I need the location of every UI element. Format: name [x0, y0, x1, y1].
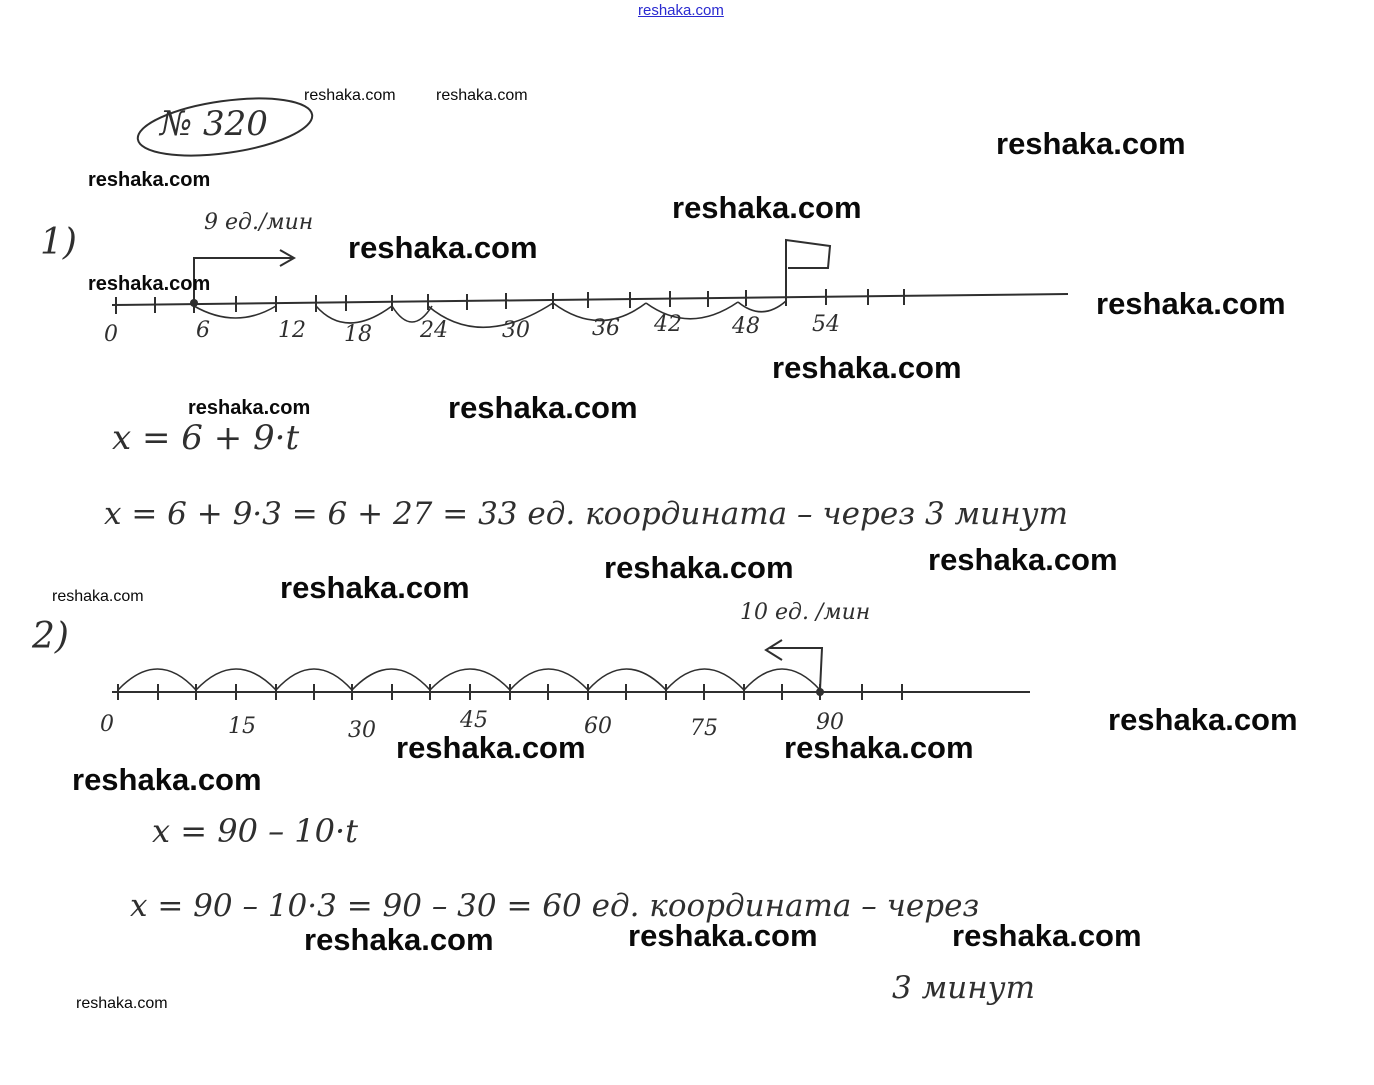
watermark: reshaka.com: [304, 87, 396, 104]
tick-label: 0: [104, 322, 118, 347]
watermark: reshaka.com: [448, 390, 638, 425]
tick-label: 18: [344, 322, 372, 347]
number-line-1: [112, 294, 1068, 305]
tick-label: 36: [592, 316, 620, 341]
problem-number: № 320: [160, 104, 268, 144]
watermark: reshaka.com: [928, 542, 1118, 577]
watermark: reshaka.com: [188, 397, 311, 419]
watermark: reshaka.com: [72, 762, 262, 797]
part2-speed: 10 ед. /мин: [740, 600, 871, 625]
watermark: reshaka.com: [76, 995, 168, 1012]
start-point-1: [190, 299, 198, 307]
watermark: reshaka.com: [996, 126, 1186, 161]
watermark: reshaka.com: [772, 350, 962, 385]
site-link[interactable]: reshaka.com: [638, 2, 724, 19]
watermark: reshaka.com: [88, 273, 211, 295]
tick-label: 54: [812, 312, 840, 337]
tick-label: 48: [732, 314, 760, 339]
watermark: reshaka.com: [52, 588, 144, 605]
tick-label: 6: [196, 318, 210, 343]
part2-solution-tail: 3 минут: [892, 970, 1036, 1006]
tick-label: 60: [584, 714, 612, 739]
watermark: reshaka.com: [280, 570, 470, 605]
watermark: reshaka.com: [304, 922, 494, 957]
tick-label: 12: [278, 318, 306, 343]
part2-label: 2): [32, 616, 69, 657]
part2-solution: x = 90 – 10·3 = 90 – 30 = 60 ед. координата – через: [130, 888, 980, 924]
watermark: reshaka.com: [1096, 286, 1286, 321]
watermark: reshaka.com: [88, 169, 211, 191]
watermark: reshaka.com: [396, 730, 586, 765]
tick-label: 24: [420, 318, 448, 343]
tick-label: 75: [690, 716, 718, 741]
watermark: reshaka.com: [436, 87, 528, 104]
watermark: reshaka.com: [348, 230, 538, 265]
tick-label: 15: [228, 714, 256, 739]
tick-label: 0: [100, 712, 114, 737]
watermark: reshaka.com: [1108, 702, 1298, 737]
watermark: reshaka.com: [952, 918, 1142, 953]
tick-label: 90: [816, 710, 844, 735]
part1-speed: 9 ед./мин: [204, 210, 314, 235]
watermark: reshaka.com: [784, 730, 974, 765]
tick-label: 42: [654, 312, 682, 337]
part1-solution: x = 6 + 9·3 = 6 + 27 = 33 ед. координата – через 3 минут: [104, 496, 1068, 532]
part2-formula: x = 90 – 10·t: [152, 812, 359, 850]
tick-label: 30: [502, 318, 530, 343]
tick-label: 30: [348, 718, 376, 743]
tick-label: 45: [460, 708, 488, 733]
part1-label: 1): [40, 222, 77, 263]
part1-formula: x = 6 + 9·t: [112, 418, 300, 458]
watermark: reshaka.com: [628, 918, 818, 953]
watermark: reshaka.com: [672, 190, 862, 225]
watermark: reshaka.com: [604, 550, 794, 585]
flag-1: [786, 240, 830, 295]
